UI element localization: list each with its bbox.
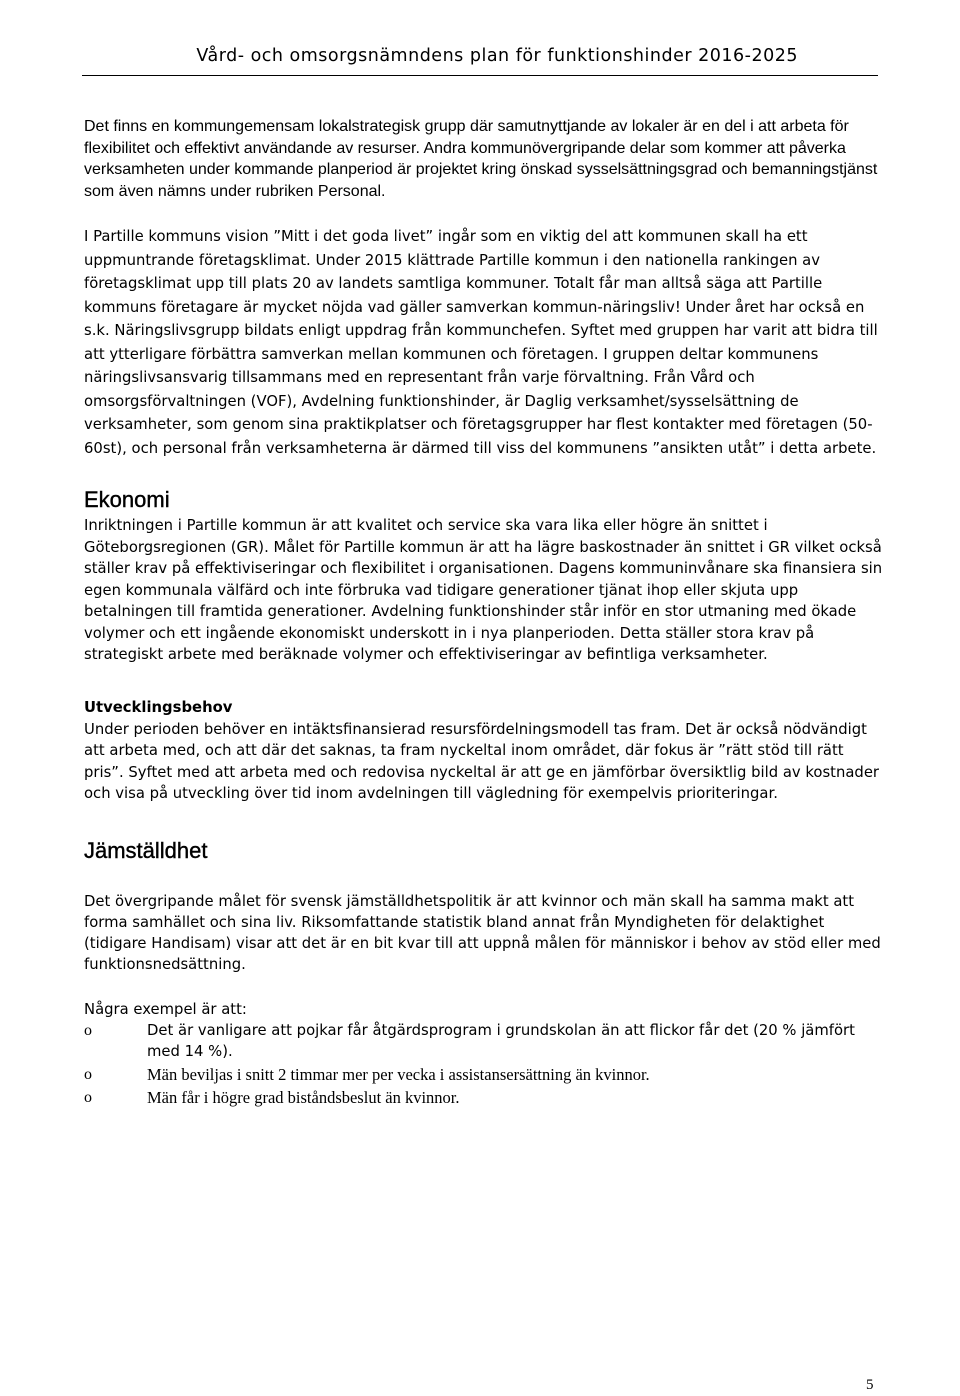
examples-list bbox=[84, 1020, 884, 1110]
paragraph-foretagsklimat: I Partille kommuns vision ”Mitt i det goda livet” ingår som en viktig del att kommunen skall ha ett uppmuntrande företagsklimat. Under 2015 klättrade Partille kommun i den nationella rankingen av företagsklimat upp till plats 20 av landets samtliga kommuner. Totalt får man alltså säga att Partille kommuns företagare är mycket nöjda vad gäller samverkan kommun-näringsliv! Under året har också en s.k. Näringslivsgrupp bildats enligt uppdrag från kommunchefen. Syftet med gruppen har varit att bidra till att ytterligare förbättra samverkan mellan kommunen och företagen. I gruppen deltar kommunens näringslivsansvarig tillsammans med en representant från varje förvaltning. Från Vård och omsorgsförvaltningen (VOF), Avdelning funktionshinder, är Daglig verksamhet/sysselsättning de verksamheter, som genom sina praktikplatser och företagsgrupper har flest kontakter med företagen (50-60st), och personal från verksamheterna är därmed till viss del kommunens ”ansikten utåt” i detta arbete. bbox=[84, 228, 878, 457]
list-item bbox=[84, 1020, 884, 1063]
list-item-text: Män beviljas i snitt 2 timmar mer per vecka i assistansersättning än kvinnor. bbox=[147, 1064, 650, 1084]
heading-utvecklingsbehov: Utvecklingsbehov bbox=[84, 698, 233, 716]
bullet-marker: o bbox=[84, 1089, 92, 1106]
page-number: 5 bbox=[866, 1377, 874, 1393]
list-item bbox=[84, 1063, 884, 1087]
paragraph-jamstalldhet: Det övergripande målet för svensk jämställdhetspolitik är att kvinnor och män skall ha samma makt att forma samhället och sina liv. Riksomfattande statistik bland annat från Myndigheten för delaktighet (tidigare Handisam) visar att det är en bit kvar till att uppnå målen för människor i behov av stöd eller med funktionsnedsättning. bbox=[84, 892, 881, 973]
paragraph-utvecklingsbehov: Under perioden behöver en intäktsfinansierad resursfördelningsmodell tas fram. Det är också nödvändigt att arbeta med, och att där det saknas, ta fram nyckeltal inom området, där fokus är ”rätt stöd till rätt pris”. Syftet med att arbeta med och redovisa nyckeltal är att ge en jämförbar översiktlig bild av kostnader och visa på utveckling över tid inom avdelningen till vägledning för exempelvis prioriteringar. bbox=[84, 720, 880, 802]
paragraph-lokalstrategi: Det finns en kommungemensam lokalstrategisk grupp där samutnyttjande av lokaler är en del i att arbeta för flexibilitet och effektivt användande av resurser. Andra kommunövergripande delar som kommer att påverka verksamheten under kommande planperiod är projektet kring önskad sysselsättningsgrad och bemanningstjänst som även nämns under rubriken Personal. bbox=[84, 118, 878, 200]
paragraph-ekonomi: Inriktningen i Partille kommun är att kvalitet och service ska vara lika eller högre än snittet i Göteborgsregionen (GR). Målet för Partille kommun är att ha lägre baskostnader än snittet i GR vilket också ställer krav på effektiviseringar och flexibilitet i organisationen. Dagens kommuninvånare ska finansiera sin egen kommunala välfärd och inte förbruka vad tidigare generationer tjänat ihop eller skjuta upp betalningen till framtida generationer. Avdelning funktionshinder står inför en stor utmaning med ökade volymer och ett ingående ekonomiskt underskott in i nya planperioden. Detta ställer stora krav på strategiskt arbete med beräknade volymer och effektiviseringar av befintliga verksamheter. bbox=[84, 517, 883, 663]
document-header-title: Vård- och omsorgsnämndens plan för funktionshinder 2016-2025 bbox=[196, 46, 798, 66]
list-item-text: Det är vanligare att pojkar får åtgärdsprogram i grundskolan än att flickor får det (20 % jämfört med 14 %). bbox=[147, 1021, 855, 1060]
bullet-marker: o bbox=[84, 1021, 92, 1039]
examples-intro: Några exempel är att: bbox=[84, 1000, 247, 1018]
page-content bbox=[84, 116, 884, 1110]
bullet-marker: o bbox=[84, 1065, 92, 1083]
list-item bbox=[84, 1086, 884, 1110]
heading-ekonomi: Ekonomi bbox=[84, 487, 170, 512]
heading-jamstalldhet: Jämställdhet bbox=[84, 837, 208, 863]
header-divider bbox=[82, 75, 878, 76]
list-item-text: Män får i högre grad biståndsbeslut än kvinnor. bbox=[147, 1088, 460, 1107]
